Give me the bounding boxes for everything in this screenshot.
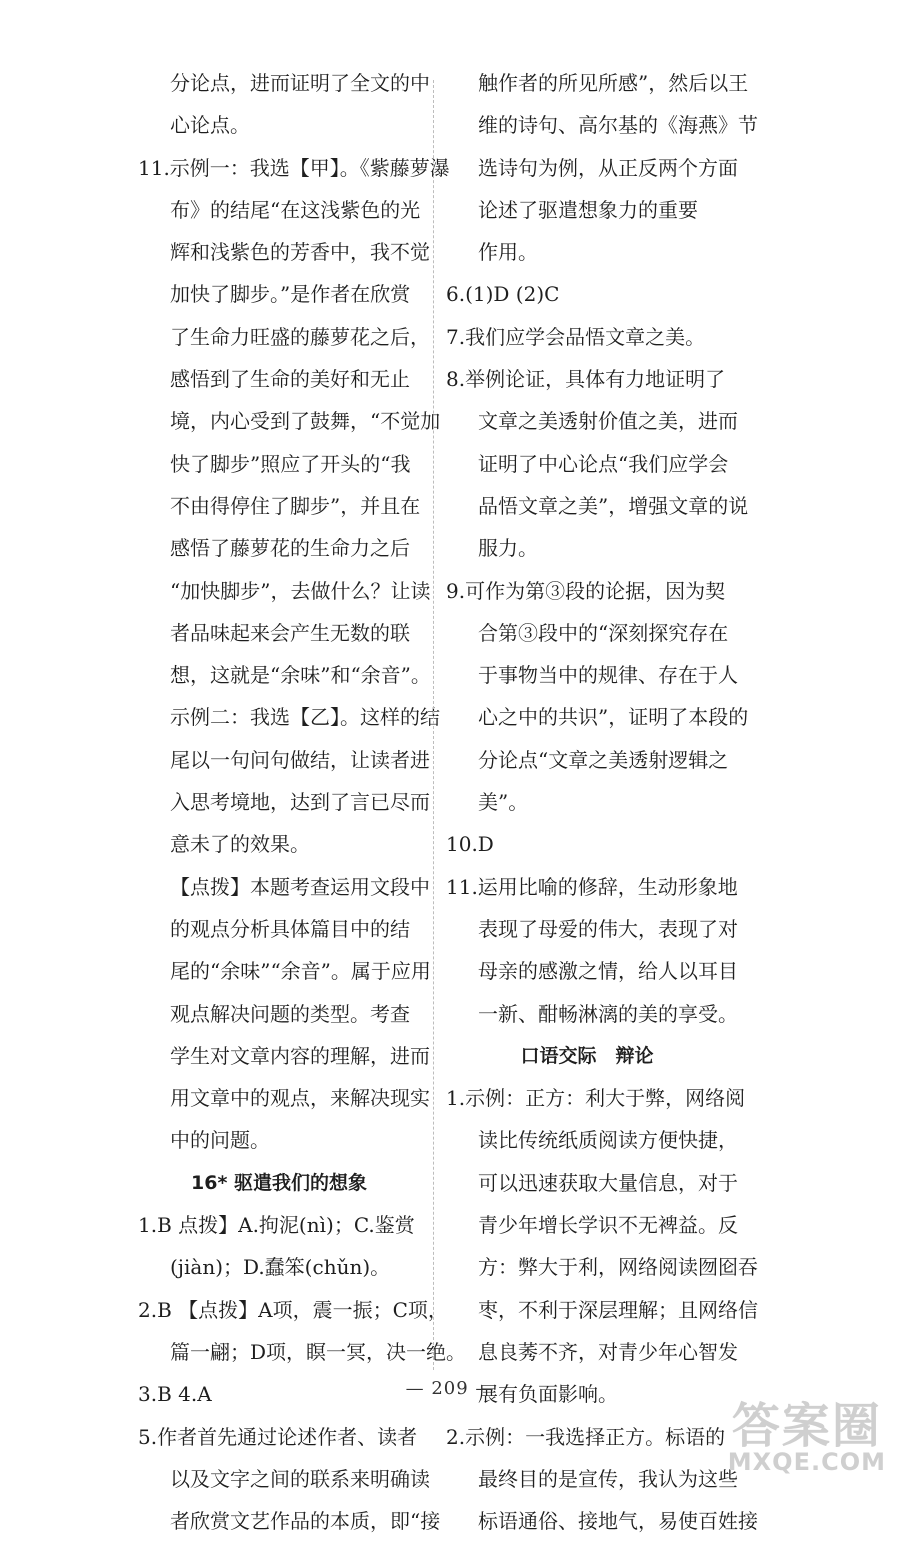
text-line: 选诗句为例，从正反两个方面 bbox=[478, 155, 738, 180]
text-line: 尾的“余味”“余音”。属于应用 bbox=[170, 959, 431, 984]
text-line: 入思考境地，达到了言已尽而 bbox=[170, 790, 430, 815]
text-line: 用文章中的观点，来解决现实 bbox=[170, 1086, 430, 1111]
text-line: 加快了脚步。”是作者在欣赏 bbox=[170, 282, 411, 307]
text-line: 一新、酣畅淋漓的美的享受。 bbox=[478, 1001, 738, 1026]
text-line: 辉和浅紫色的芳香中，我不觉 bbox=[170, 240, 430, 265]
text-line: 布》的结尾“在这浅紫色的光 bbox=[170, 197, 421, 222]
text-line: 维的诗句、高尔基的《海燕》节 bbox=[478, 113, 758, 138]
text-line: 尾以一句问句做结，让读者进 bbox=[170, 747, 430, 772]
text-line: 示例二：我选【乙】。这样的结 bbox=[170, 705, 440, 730]
text-line: 3.B 4.A bbox=[138, 1382, 212, 1407]
text-line: 分论点，进而证明了全文的中 bbox=[170, 71, 430, 95]
text-line: (jiàn)；D.蠢笨(chǔn)。 bbox=[170, 1255, 391, 1280]
text-line: 不由得停住了脚步”，并且在 bbox=[170, 493, 421, 518]
text-line: 快了脚步”照应了开头的“我 bbox=[170, 451, 411, 476]
text-line: 作用。 bbox=[478, 240, 538, 265]
text-line: 母亲的感激之情，给人以耳目 bbox=[478, 959, 738, 984]
right-column bbox=[446, 62, 758, 1542]
text-line: 可以迅速获取大量信息，对于 bbox=[478, 1170, 738, 1195]
text-line: 篇一翩；D项，瞑一冥，决一绝。 bbox=[170, 1339, 467, 1364]
text-line: 者欣赏文艺作品的本质，即“接 bbox=[170, 1509, 441, 1534]
text-line: 了生命力旺盛的藤萝花之后， bbox=[170, 324, 430, 349]
text-line: 5.作者首先通过论述作者、读者 bbox=[138, 1424, 418, 1449]
text-line: 中的问题。 bbox=[170, 1128, 270, 1153]
text-line: 2.示例：一我选择正方。标语的 bbox=[446, 1424, 726, 1449]
text-line: 文章之美透射价值之美，进而 bbox=[478, 409, 738, 434]
watermark-logo bbox=[727, 1398, 886, 1476]
text-line: 表现了母爱的伟大，表现了对 bbox=[478, 916, 738, 941]
text-line: “加快脚步”，去做什么？让读 bbox=[170, 578, 431, 603]
text-line: 观点解决问题的类型。考查 bbox=[170, 1001, 410, 1026]
text-line: 2.B 【点拨】A项，震一振；C项， bbox=[138, 1297, 448, 1322]
text-line: 感悟了藤萝花的生命力之后 bbox=[170, 536, 410, 561]
text-line: 合第③段中的“深刻探究存在 bbox=[478, 620, 729, 645]
watermark-line1: 答案圈 bbox=[731, 1398, 882, 1454]
text-line: 于事物当中的规律、存在于人 bbox=[478, 663, 738, 688]
text-line: 论述了驱遣想象力的重要 bbox=[478, 197, 698, 222]
text-line: 的观点分析具体篇目中的结 bbox=[170, 916, 410, 941]
text-line: 服力。 bbox=[478, 536, 538, 561]
text-line: 11.示例一：我选【甲】。《紫藤萝瀑 bbox=[138, 155, 450, 180]
text-line: 感悟到了生命的美好和无止 bbox=[170, 367, 410, 392]
page-number: — 209 — bbox=[405, 1378, 495, 1399]
text-line: 触作者的所见所感”，然后以王 bbox=[478, 71, 749, 95]
watermark-line2: MXQE.COM bbox=[727, 1448, 886, 1476]
column-divider bbox=[433, 80, 434, 1370]
text-line: 息良莠不齐，对青少年心智发 bbox=[478, 1339, 738, 1364]
text-line: 美”。 bbox=[478, 790, 529, 815]
text-line: 方：弊大于利，网络阅读囫囵吞 bbox=[478, 1255, 758, 1280]
text-line: 分论点“文章之美透射逻辑之 bbox=[478, 747, 729, 772]
text-line: 10.D bbox=[446, 832, 494, 857]
text-line: 证明了中心论点“我们应学会 bbox=[478, 451, 729, 476]
text-line: 最终目的是宣传，我认为这些 bbox=[478, 1466, 738, 1491]
text-line: 1.示例：正方：利大于弊，网络阅 bbox=[446, 1086, 746, 1111]
text-line: 读比传统纸质阅读方便快捷， bbox=[478, 1128, 738, 1153]
text-line: 9.可作为第③段的论据，因为契 bbox=[446, 578, 726, 603]
text-line: 心论点。 bbox=[170, 113, 250, 138]
text-line: 8.举例论证，具体有力地证明了 bbox=[446, 367, 726, 392]
text-line: 1.B 点拨】A.拘泥(nì)；C.鉴赏 bbox=[138, 1213, 415, 1238]
text-line: 【点拨】本题考查运用文段中 bbox=[170, 874, 430, 899]
text-line: 枣，不利于深层理解；且网络信 bbox=[478, 1297, 758, 1322]
text-line: 青少年增长学识不无裨益。反 bbox=[478, 1213, 738, 1238]
section-heading: 口语交际 辩论 bbox=[520, 1044, 654, 1067]
text-line: 品悟文章之美”，增强文章的说 bbox=[478, 493, 749, 518]
section-heading: 16* 驱遣我们的想象 bbox=[191, 1171, 367, 1194]
text-line: 心之中的共识”，证明了本段的 bbox=[478, 705, 749, 730]
text-line: 者品味起来会产生无数的联 bbox=[170, 620, 410, 645]
text-line: 标语通俗、接地气，易使百姓接 bbox=[478, 1509, 758, 1534]
text-line: 意未了的效果。 bbox=[170, 832, 310, 857]
text-line: 以及文字之间的联系来明确读 bbox=[170, 1466, 430, 1491]
text-line: 展有负面影响。 bbox=[478, 1382, 618, 1407]
text-line: 想，这就是“余味”和“余音”。 bbox=[170, 663, 431, 688]
text-line: 学生对文章内容的理解，进而 bbox=[170, 1043, 430, 1068]
text-line: 6.(1)D (2)C bbox=[446, 282, 560, 307]
text-line: 11.运用比喻的修辞，生动形象地 bbox=[446, 874, 738, 899]
text-line: 境，内心受到了鼓舞，“不觉加 bbox=[170, 409, 441, 434]
text-line: 7.我们应学会品悟文章之美。 bbox=[446, 324, 706, 349]
